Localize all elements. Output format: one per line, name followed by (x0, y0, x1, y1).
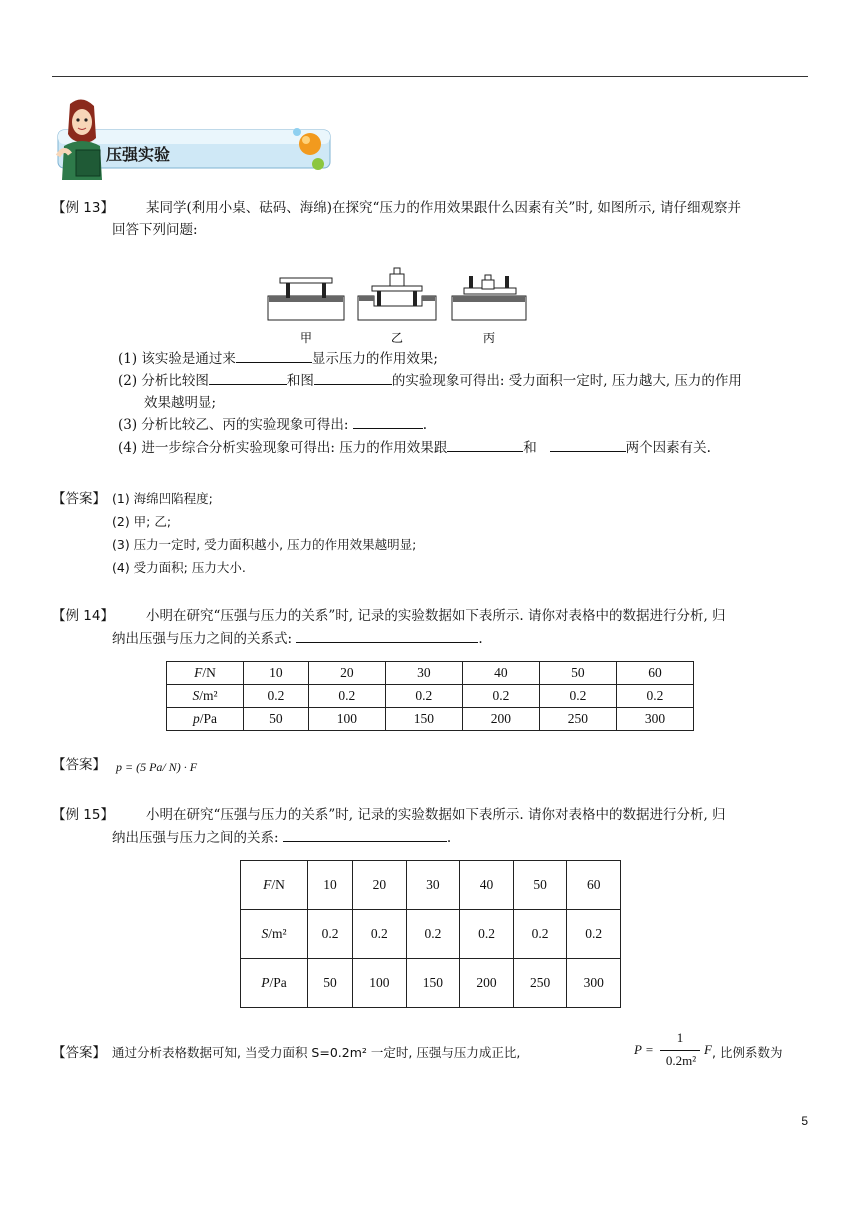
ex15-period: . (446, 830, 452, 846)
q1-text: (1) 该实验是通过来 (118, 351, 236, 367)
q4-blank-1[interactable] (447, 437, 523, 452)
ex13-q3 (118, 414, 427, 436)
formula-numerator: 1 (676, 1030, 684, 1045)
table-cell: 0.2 (244, 685, 309, 708)
table-row (241, 910, 621, 959)
q2-text-mid: 和图 (286, 373, 314, 389)
table-cell: 150 (406, 959, 460, 1008)
q4-blank-2[interactable] (550, 437, 626, 452)
table-row (167, 708, 694, 731)
table-cell: 250 (539, 708, 616, 731)
table-row (167, 662, 694, 685)
page-number: 5 (801, 1114, 808, 1128)
table-cell: 40 (462, 662, 539, 685)
ex14-table (166, 661, 694, 731)
ex15-text2 (112, 827, 451, 849)
row-header: P/Pa (241, 959, 308, 1008)
ans13-a2: (2) 甲; 乙; (112, 514, 172, 529)
table-cell: 0.2 (539, 685, 616, 708)
ans13-a4: (4) 受力面积; 压力大小. (112, 560, 246, 575)
ans14-tag: 【答案】 (52, 757, 106, 773)
table-cell: 30 (385, 662, 462, 685)
table-cell: 100 (308, 708, 385, 731)
table-cell: 50 (539, 662, 616, 685)
ans13-a1: (1) 海绵凹陷程度; (112, 491, 213, 506)
ex14-blank[interactable] (296, 628, 478, 643)
header-rule (52, 76, 808, 77)
q4-text: (4) 进一步综合分析实验现象可得出: 压力的作用效果跟 (118, 440, 448, 456)
q2-text-end: 的实验现象可得出: 受力面积一定时, 压力越大, 压力的作用 (391, 373, 742, 389)
table-row (241, 959, 621, 1008)
ex13-text1: 某同学(利用小桌、砝码、海绵)在探究“压力的作用效果跟什么因素有关”时, 如图所示, 请仔细观察并 (146, 200, 742, 216)
ex15-text1: 小明在研究“压强与压力的关系”时, 记录的实验数据如下表所示. 请你对表格中的数据进行分析, 归 (146, 807, 726, 823)
ex13-q4 (118, 437, 711, 459)
table-cell: 50 (513, 861, 567, 910)
ex13-text2: 回答下列问题: (112, 222, 198, 238)
ex15-text2-label: 纳出压强与压力之间的关系: (112, 830, 279, 846)
ans15-text2: , 比例系数为 (712, 1045, 783, 1060)
q4-text-end: 两个因素有关. (625, 440, 711, 456)
formula-var: F (704, 1042, 712, 1057)
ans13-a3: (3) 压力一定时, 受力面积越小, 压力的作用效果越明显; (112, 537, 417, 552)
ex13-q2-cont: 效果越明显; (144, 395, 217, 411)
q2-text: (2) 分析比较图 (118, 373, 209, 389)
table-cell: 0.2 (616, 685, 693, 708)
table-cell: 60 (616, 662, 693, 685)
ans15-text1: 通过分析表格数据可知, 当受力面积 S=0.2m² 一定时, 压强与压力成正比, (112, 1045, 521, 1060)
table-row (167, 685, 694, 708)
teacher-icon (52, 94, 342, 180)
ex15-table (240, 860, 621, 1008)
table-cell: 10 (244, 662, 309, 685)
q1-blank[interactable] (236, 348, 312, 363)
table-cell: 300 (616, 708, 693, 731)
row-header: F/N (167, 662, 244, 685)
table-cell: 60 (567, 861, 621, 910)
formula-lhs: P = (634, 1042, 654, 1057)
table-cell: 200 (462, 708, 539, 731)
section-banner (52, 94, 342, 180)
ex13-q1 (118, 348, 438, 370)
q3-blank[interactable] (353, 414, 423, 429)
table-cell: 0.2 (385, 685, 462, 708)
table-cell: 250 (513, 959, 567, 1008)
fig-label-yi: 乙 (390, 331, 404, 345)
row-header: F/N (241, 861, 308, 910)
table-cell: 50 (244, 708, 309, 731)
table-cell: 0.2 (513, 910, 567, 959)
fig-label-bing: 丙 (482, 331, 496, 345)
ans13-tag: 【答案】 (52, 491, 106, 507)
row-header: S/m² (241, 910, 308, 959)
table-cell: 0.2 (308, 685, 385, 708)
ex13-q2 (118, 370, 742, 392)
fraction-bar (660, 1050, 700, 1051)
table-cell: 10 (308, 861, 353, 910)
ex13-tag: 【例 13】 (52, 200, 114, 216)
q2-blank-2[interactable] (314, 370, 392, 385)
formula-denominator: 0.2m² (665, 1053, 697, 1068)
fig-label-jia: 甲 (299, 331, 313, 345)
figure-jia (268, 278, 344, 320)
row-header: S/m² (167, 685, 244, 708)
table-cell: 40 (460, 861, 514, 910)
table-cell: 0.2 (308, 910, 353, 959)
q2-blank-1[interactable] (209, 370, 287, 385)
ans14-formula: p = (5 Pa/ N) · F (116, 760, 198, 774)
table-cell: 0.2 (460, 910, 514, 959)
table-cell: 100 (353, 959, 407, 1008)
table-cell: 50 (308, 959, 353, 1008)
table-cell: 0.2 (567, 910, 621, 959)
q3-period: . (422, 417, 428, 433)
table-cell: 0.2 (353, 910, 407, 959)
experiment-figure (264, 262, 530, 348)
ex14-period: . (478, 631, 483, 647)
ex14-text2-label: 纳出压强与压力之间的关系式: (112, 631, 293, 647)
row-header: p/Pa (167, 708, 244, 731)
table-cell: 0.2 (406, 910, 460, 959)
ex15-blank[interactable] (283, 827, 447, 842)
table-row (241, 861, 621, 910)
q3-text: (3) 分析比较乙、丙的实验现象可得出: (118, 417, 349, 433)
ex14-text1: 小明在研究“压强与压力的关系”时, 记录的实验数据如下表所示. 请你对表格中的数据进行分析, 归 (146, 608, 726, 624)
table-cell: 300 (567, 959, 621, 1008)
ex14-tag: 【例 14】 (52, 608, 114, 624)
figure-yi (358, 268, 436, 320)
ex14-text2 (112, 628, 483, 650)
table-cell: 200 (460, 959, 514, 1008)
q4-text-mid: 和 (523, 440, 537, 456)
table-cell: 150 (385, 708, 462, 731)
ans15-tag: 【答案】 (52, 1045, 106, 1061)
table-cell: 30 (406, 861, 460, 910)
table-cell: 20 (353, 861, 407, 910)
section-title: 压强实验 (106, 145, 171, 164)
table-cell: 20 (308, 662, 385, 685)
q1-text-end: 显示压力的作用效果; (311, 351, 438, 367)
figure-bing (452, 275, 526, 320)
ex15-tag: 【例 15】 (52, 807, 114, 823)
table-cell: 0.2 (462, 685, 539, 708)
